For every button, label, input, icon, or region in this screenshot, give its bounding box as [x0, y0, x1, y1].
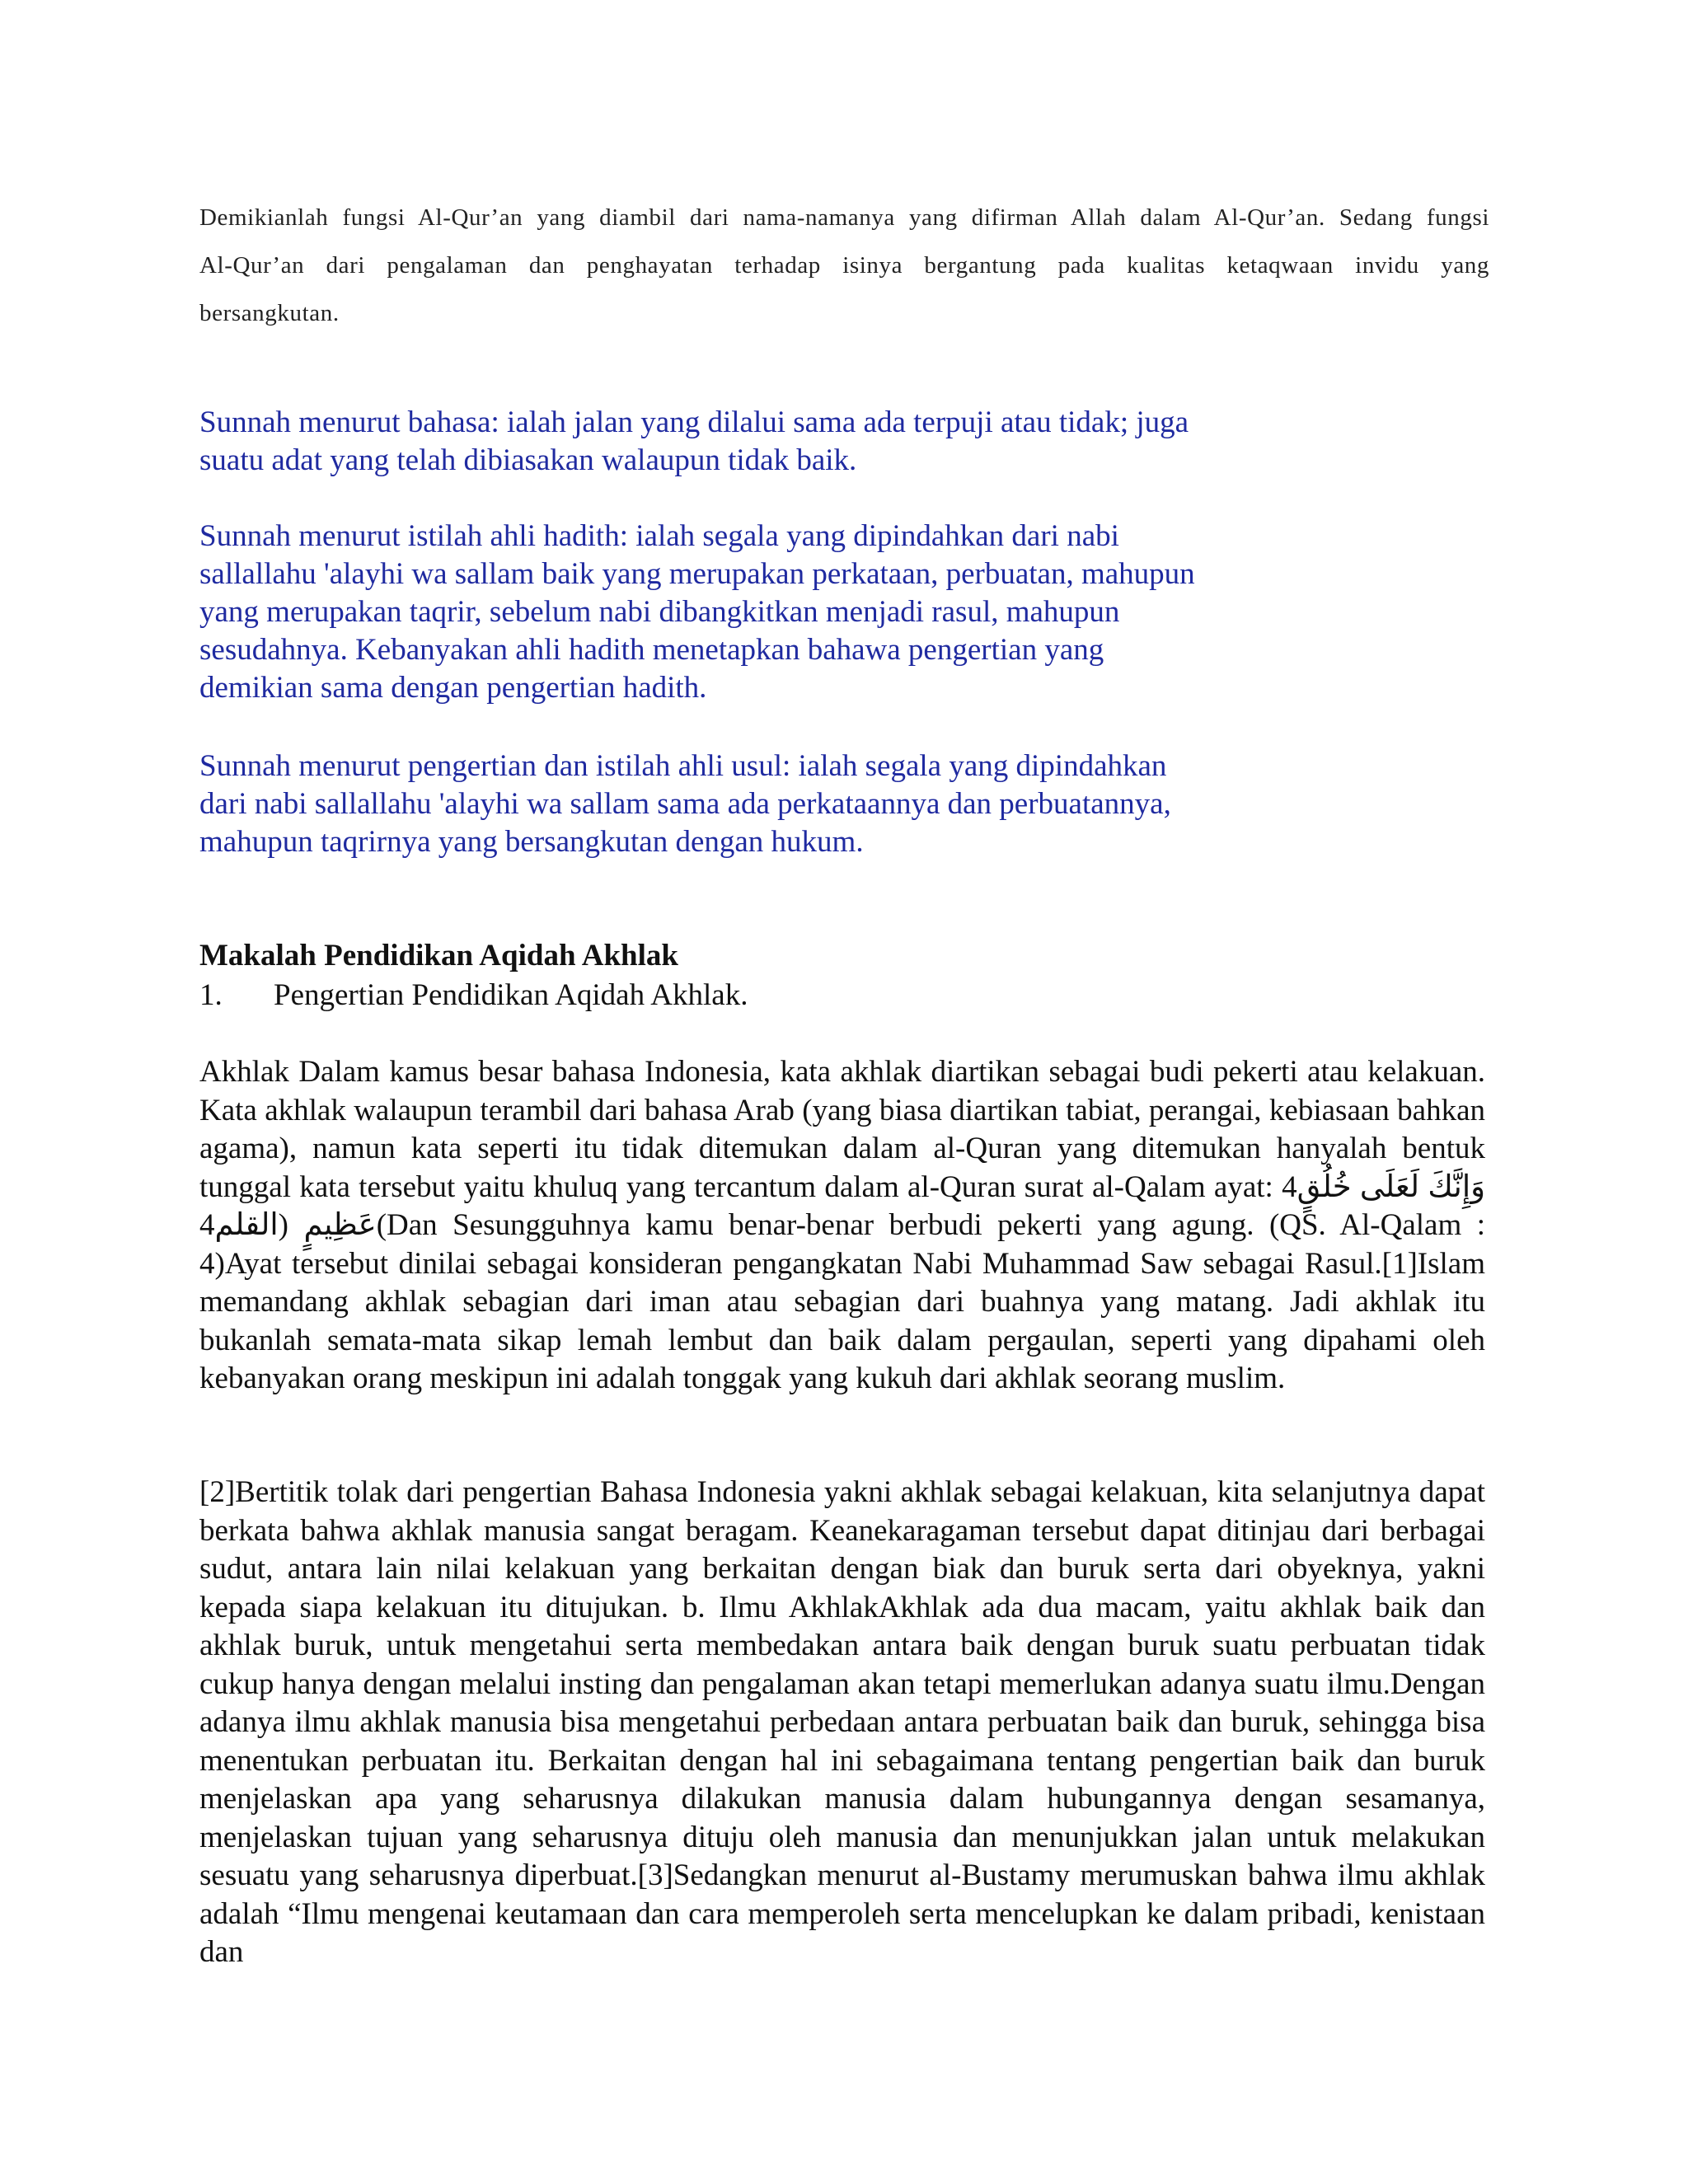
section-heading: Makalah Pendidikan Aqidah Akhlak: [199, 939, 678, 972]
sunnah-hadith-paragraph: Sunnah menurut istilah ahli hadith: ialah segala yang dipindahkan dari nabi sallallahu 'alayhi wa sallam baik yang merupakan perkataan, perbuatan, mahupun yang merupakan taqrir, sebelum nabi dibangkitkan menjadi rasul, mahupun sesudahnya. Kebanyakan ahli hadith menetapkan bahawa pengertian yang demikian sama dengan pengertian hadith.: [199, 519, 1195, 705]
subsection-number: 1.: [199, 978, 223, 1012]
bertitik-paragraph: [2]Bertitik tolak dari pengertian Bahasa Indonesia yakni akhlak sebagai kelakuan, kita selanjutnya dapat berkata bahwa akhlak manusia sangat beragam. Keanekaragaman tersebut dapat ditinjau dari berbagai sudut, antara lain nilai kelakuan yang berkaitan dengan biak dan buruk serta dari obyeknya, yakni kepada siapa kelakuan itu ditujukan. b. Ilmu AkhlakAkhlak ada dua macam, yaitu akhlak baik dan akhlak buruk, untuk mengetahui serta membedakan antara baik dengan buruk suatu perbuatan tidak cukup hanya dengan melalui insting dan pengalaman akan tetapi memerlukan adanya suatu ilmu.Dengan adanya ilmu akhlak manusia bisa mengetahui perbedaan antara perbuatan baik dan buruk, sehingga bisa menentukan perbuatan itu. Berkaitan dengan hal ini sebagaimana tentang pengertian baik dan buruk menjelaskan apa yang seharusnya dilakukan manusia dalam hubungannya dengan sesamanya, menjelaskan tujuan yang seharusnya dituju oleh manusia dan menunjukkan jalan untuk melakukan sesuatu yang seharusnya diperbuat.[3]Sedangkan menurut al-Bustamy merumuskan bahwa ilmu akhlak adalah “Ilmu mengenai keutamaan dan cara memperoleh serta mencelupkan ke dalam pribadi, kenistaan dan: [199, 1475, 1485, 1969]
sunnah-bahasa-paragraph: Sunnah menurut bahasa: ialah jalan yang dilalui sama ada terpuji atau tidak; juga suatu adat yang telah dibiasakan walaupun tidak baik.: [199, 405, 1189, 477]
subsection-title: Pengertian Pendidikan Aqidah Akhlak.: [274, 978, 748, 1012]
intro-paragraph: Demikianlah fungsi Al-Qur’an yang diambil dari nama-namanya yang difirman Allah dalam Al-Qur’an. Sedang fungsi Al-Qur’an dari pengalaman dan penghayatan terhadap isinya bergantung pada kualitas ketaqwaan invidu yang bersangkutan.: [199, 204, 1489, 326]
akhlak-paragraph: Akhlak Dalam kamus besar bahasa Indonesia, kata akhlak diartikan sebagai budi pekerti atau kelakuan. Kata akhlak walaupun terambil dari bahasa Arab (yang biasa diartikan tabiat, perangai, kebiasaan bahkan agama), namun kata seperti itu tidak ditemukan dalam al-Quran yang ditemukan hanyalah bentuk tunggal kata tersebut yaitu khuluq yang tercantum dalam al-Quran surat al-Qalam ayat: 4وَإِنَّكَ لَعَلَى خُلُقٍ عَظِيمٍ (القلم4(Dan Sesungguhnya kamu benar-benar berbudi pekerti yang agung. (QS. Al-Qalam : 4)Ayat tersebut dinilai sebagai konsideran pengangkatan Nabi Muhammad Saw sebagai Rasul.[1]Islam memandang akhlak sebagian dari iman atau sebagian dari buahnya yang matang. Jadi akhlak itu bukanlah semata-mata sikap lemah lembut dan baik dalam pergaulan, seperti yang dipahami oleh kebanyakan orang meskipun ini adalah tonggak yang kukuh dari akhlak seorang muslim.: [199, 1055, 1485, 1395]
subsection-heading: [199, 977, 748, 1013]
sunnah-usul-paragraph: Sunnah menurut pengertian dan istilah ahli usul: ialah segala yang dipindahkan dari nabi sallallahu 'alayhi wa sallam sama ada perkataannya dan perbuatannya, mahupun taqrirnya yang bersangkutan dengan hukum.: [199, 749, 1171, 859]
